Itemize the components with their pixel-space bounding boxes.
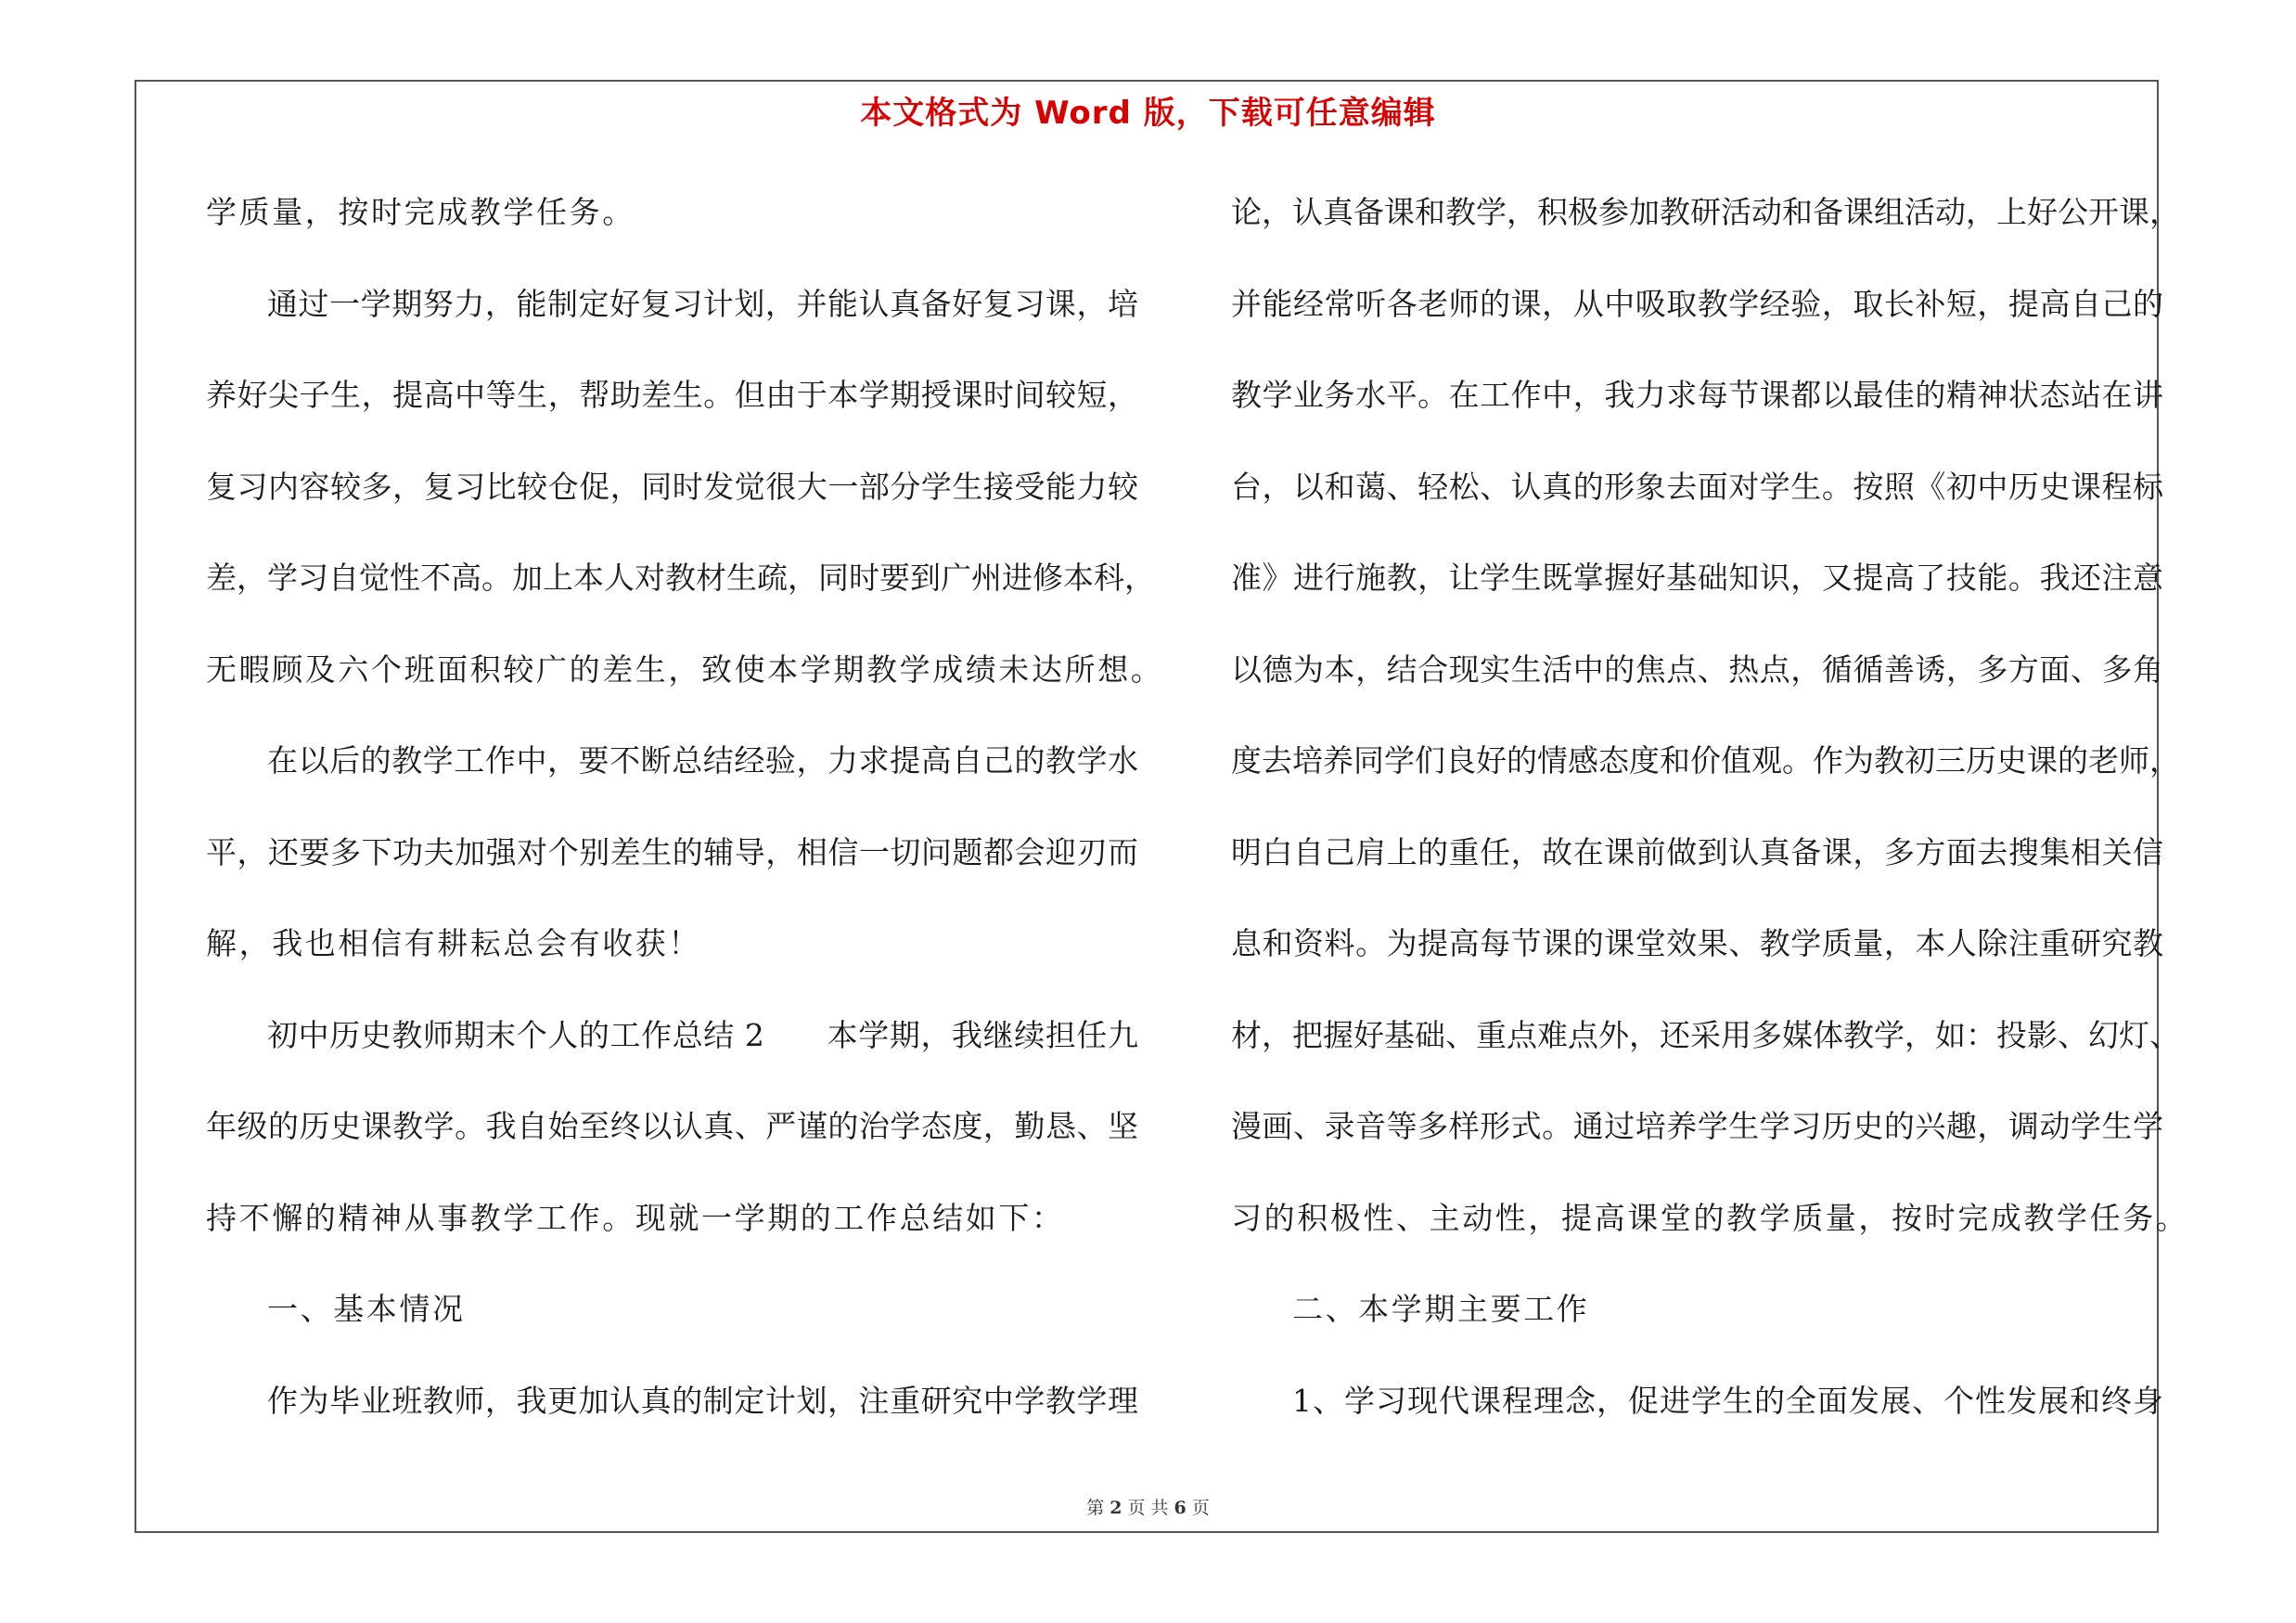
text-line: 持不懈的精神从事教学工作。现就一学期的工作总结如下： [206,1199,1065,1236]
text-line: 教学业务水平。在工作中，我力求每节课都以最佳的精神状态站在讲 [1231,377,2163,413]
footer-total-word: 共 [1150,1498,1169,1518]
text-line: 并能经常听各老师的课，从中吸取教学经验，取长补短，提高自己的 [1231,285,2163,322]
text-line: 在以后的教学工作中，要不断总结经验，力求提高自己的教学水 [267,742,1138,779]
footer-page-unit: 页 [1127,1498,1146,1518]
page-footer [0,1494,2296,1519]
footer-total-unit: 页 [1191,1498,1210,1518]
text-line: 1、学习现代课程理念，促进学生的全面发展、个性发展和终身 [1292,1382,2163,1419]
text-line: 学质量，按时完成教学任务。 [206,194,635,230]
text-line: 年级的历史课教学。我自始至终以认真、严谨的治学态度，勤恳、坚 [206,1108,1138,1144]
text-line: 习的积极性、主动性，提高课堂的教学质量，按时完成教学任务。 [1231,1199,2189,1236]
text-line: 养好尖子生，提高中等生，帮助差生。但由于本学期授课时间较短， [206,377,1138,413]
text-line: 台，以和蔼、轻松、认真的形象去面对学生。按照《初中历史课程标 [1231,468,2163,505]
total-pages: 6 [1174,1498,1186,1518]
section-heading: 二、本学期主要工作 [1292,1291,1590,1327]
page-number: 2 [1110,1498,1122,1518]
left-column [206,181,1164,1461]
footer-page-word: 第 [1086,1498,1105,1518]
text-line: 论，认真备课和教学，积极参加教研活动和备课组活动，上好公开课， [1231,194,2180,230]
text-line: 差，学习自觉性不高。加上本人对教材生疏，同时要到广州进修本科， [206,560,1155,596]
text-line: 以德为本，结合现实生活中的焦点、热点，循循善诱，多方面、多角 [1231,650,2163,688]
text-line: 漫画、录音等多样形式。通过培养学生学习历史的兴趣，调动学生学 [1231,1108,2163,1144]
text-line: 准》进行施教，让学生既掌握好基础知识，又提高了技能。我还注意 [1231,560,2163,596]
text-line: 息和资料。为提高每节课的课堂效果、教学质量，本人除注重研究教 [1231,925,2163,961]
text-line: 明白自己肩上的重任，故在课前做到认真备课，多方面去搜集相关信 [1231,833,2163,870]
text-line: 无暇顾及六个班面积较广的差生，致使本学期教学成绩未达所想。 [206,650,1164,688]
right-column [1231,181,2189,1461]
text-line: 解，我也相信有耕耘总会有收获！ [206,925,701,961]
section-heading: 一、基本情况 [267,1291,466,1327]
text-line: 作为毕业班教师，我更加认真的制定计划，注重研究中学教学理 [267,1382,1138,1419]
text-line: 初中历史教师期末个人的工作总结 2 本学期，我继续担任九 [267,1016,1138,1053]
text-line: 平，还要多下功夫加强对个别差生的辅导，相信一切问题都会迎刃而 [206,833,1138,870]
format-banner: 本文格式为 Word 版，下载可任意编辑 [860,95,1436,132]
text-line: 度去培养同学们良好的情感态度和价值观。作为教初三历史课的老师， [1231,742,2180,779]
text-line: 材，把握好基础、重点难点外，还采用多媒体教学，如：投影、幻灯、 [1231,1016,2180,1053]
text-line: 通过一学期努力，能制定好复习计划，并能认真备好复习课，培 [267,285,1138,322]
text-line: 复习内容较多，复习比较仓促，同时发觉很大一部分学生接受能力较 [206,468,1138,505]
